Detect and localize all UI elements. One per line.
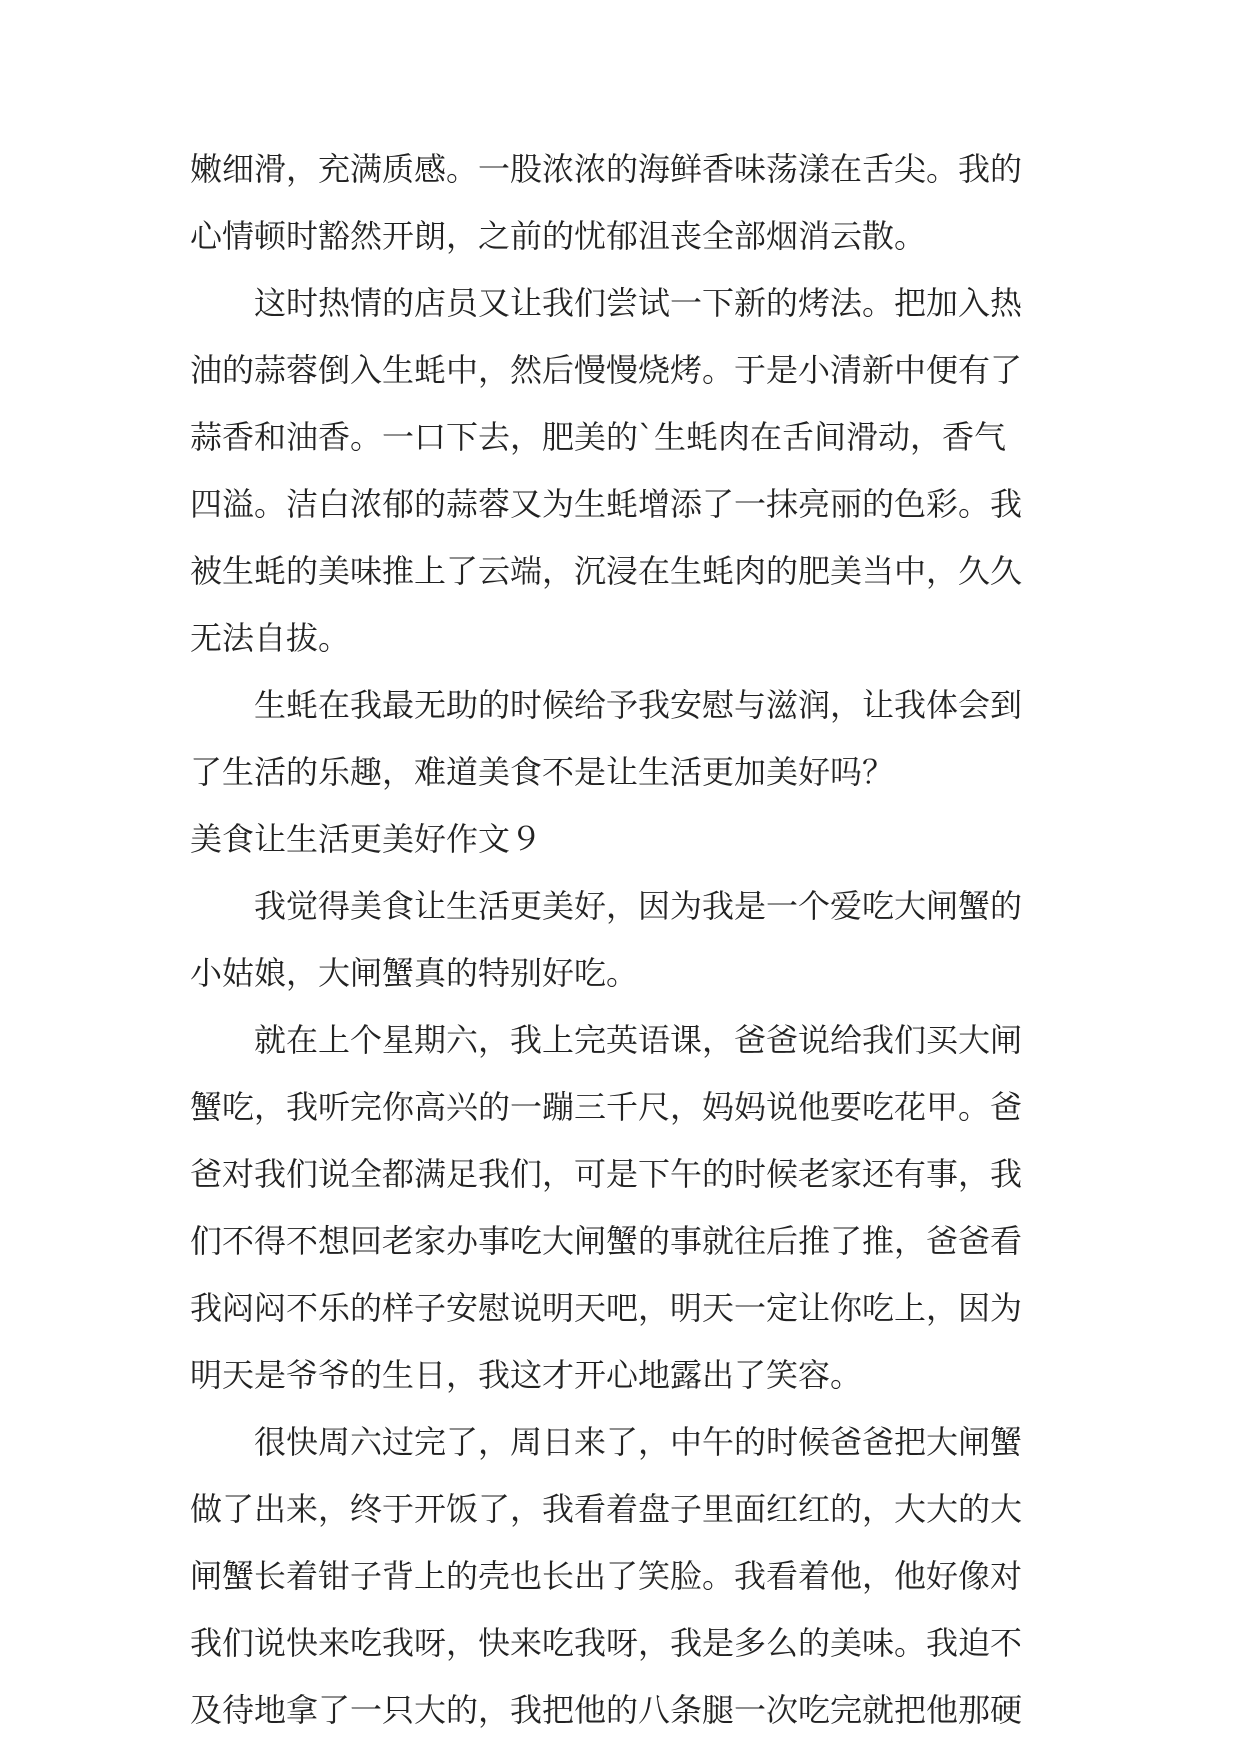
text-line: 就在上个星期六，我上完英语课，爸爸说给我们买大闸 <box>254 1021 1023 1059</box>
text-line: 嫩细滑，充满质感。一股浓浓的海鲜香味荡漾在舌尖。我的 <box>190 150 1023 188</box>
paragraph <box>190 270 1052 672</box>
text-line: 及待地拿了一只大的，我把他的八条腿一次吃完就把他那硬 <box>190 1691 1023 1729</box>
text-line: 了生活的乐趣，难道美食不是让生活更加美好吗？ <box>190 753 895 791</box>
text-line: 们不得不想回老家办事吃大闸蟹的事就往后推了推，爸爸看 <box>190 1222 1023 1260</box>
paragraph <box>190 1409 1052 1744</box>
text-line: 小姑娘，大闸蟹真的特别好吃。 <box>190 954 639 992</box>
text-line: 闸蟹长着钳子背上的壳也长出了笑脸。我看着他，他好像对 <box>190 1557 1023 1595</box>
text-line: 爸对我们说全都满足我们，可是下午的时候老家还有事，我 <box>190 1155 1023 1193</box>
text-line: 生蚝在我最无助的时候给予我安慰与滋润，让我体会到 <box>254 686 1023 724</box>
text-line: 很快周六过完了，周日来了，中午的时候爸爸把大闸蟹 <box>254 1423 1023 1461</box>
text-line: 这时热情的店员又让我们尝试一下新的烤法。把加入热 <box>254 284 1023 322</box>
text-line: 四溢。洁白浓郁的蒜蓉又为生蚝增添了一抹亮丽的色彩。我 <box>190 485 1023 523</box>
paragraph <box>190 873 1052 1007</box>
text-line: 被生蚝的美味推上了云端，沉浸在生蚝肉的肥美当中，久久 <box>190 552 1023 590</box>
text-line: 我闷闷不乐的样子安慰说明天吧，明天一定让你吃上，因为 <box>190 1289 1023 1327</box>
text-line: 我们说快来吃我呀，快来吃我呀，我是多么的美味。我迫不 <box>190 1624 1023 1662</box>
text-line: 蒜香和油香。一口下去，肥美的`生蚝肉在舌间滑动，香气 <box>190 418 1007 456</box>
paragraph <box>190 1007 1052 1409</box>
text-line: 心情顿时豁然开朗，之前的忧郁沮丧全部烟消云散。 <box>190 217 927 255</box>
paragraph <box>190 136 1052 270</box>
document-body <box>190 136 1052 1744</box>
text-line: 无法自拔。 <box>190 619 351 657</box>
text-line: 我觉得美食让生活更美好，因为我是一个爱吃大闸蟹的 <box>254 887 1023 925</box>
text-line: 明天是爷爷的生日，我这才开心地露出了笑容。 <box>190 1356 863 1394</box>
text-line: 蟹吃，我听完你高兴的一蹦三千尺，妈妈说他要吃花甲。爸 <box>190 1088 1023 1126</box>
text-line: 做了出来，终于开饭了，我看着盘子里面红红的，大大的大 <box>190 1490 1023 1528</box>
essay-heading: 美食让生活更美好作文９ <box>190 820 543 858</box>
text-line: 油的蒜蓉倒入生蚝中，然后慢慢烧烤。于是小清新中便有了 <box>190 351 1023 389</box>
paragraph <box>190 672 1052 806</box>
